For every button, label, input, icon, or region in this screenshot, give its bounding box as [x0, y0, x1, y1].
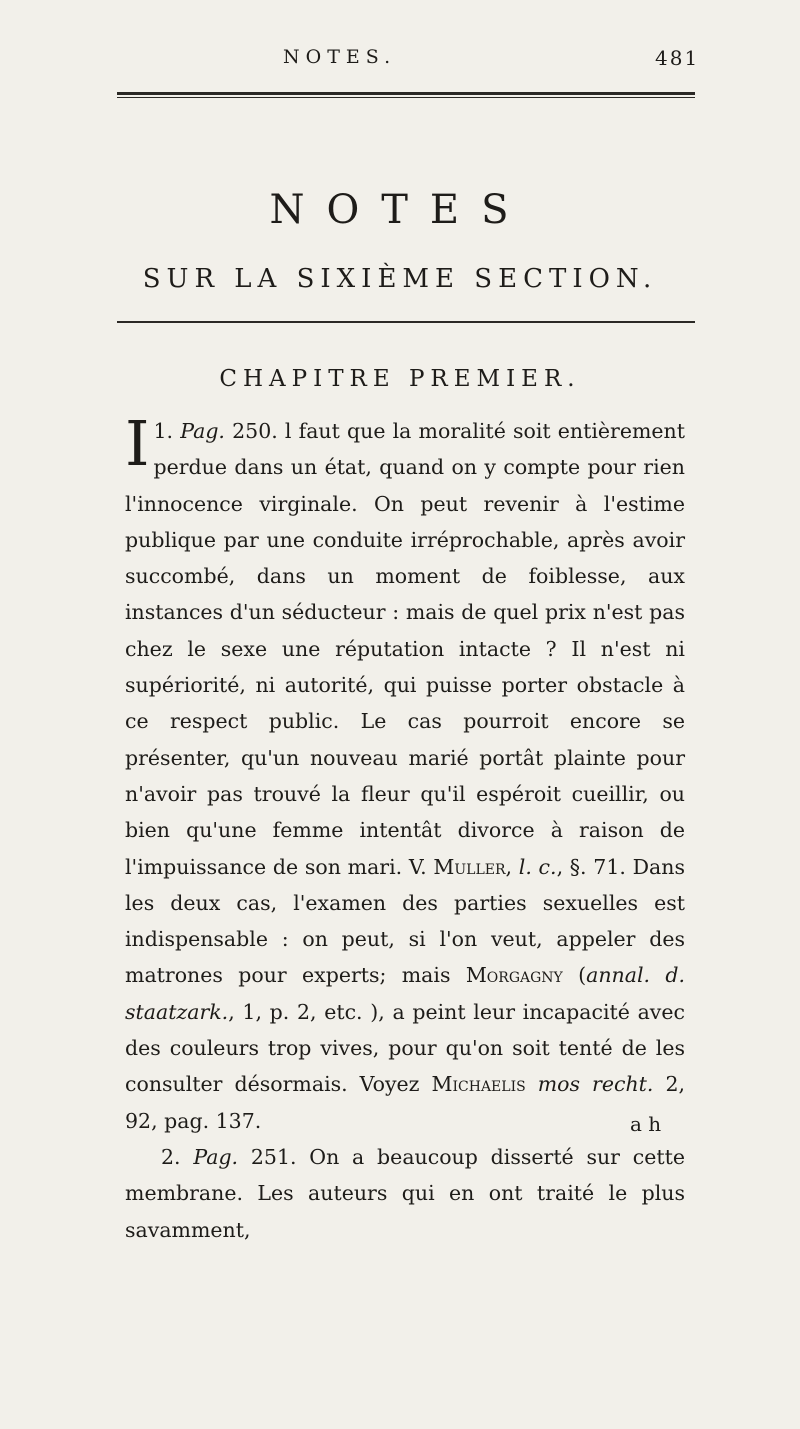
page-number: 481 — [655, 46, 700, 70]
note-1: 1. Pag. 250. I l faut que la moralité soit entièrement perdue dans un état, quand on y compte pour rien l'innocence virginale. On peut revenir à l'estime publique par une conduite irréprochable, après avoir succombé, dans un moment de foiblesse, aux instances d'un séducteur : mais de quel prix n'est pas chez le sexe une réputation intacte ? Il n'est ni supériorité, ni autorité, qui puisse porter obstacle à ce respect public. Le cas pourroit encore se présenter, qu'un nouveau marié portât plainte pour n'avoir pas trouvé la fleur qu'il espéroit cueillir, ou bien qu'une femme intentât divorce à raison de l'impuissance de son mari. V. Muller, l. c., §. 71. Dans les deux cas, l'examen des parties sexuelles est indispensable : on peut, si l'on veut, appeler des matrones pour experts; mais Morgagny (annal. d. staatzark., 1, p. 2, etc. ), a peint leur incapacité avec des couleurs trop vives, pour qu'on soit tenté de les consulter désormais. Voyez Michaelis mos recht. 2, 92, pag. 137. — [125, 407, 686, 1133]
top-rule — [117, 92, 695, 95]
top-rule-thin — [117, 97, 695, 98]
note-1-text-a: l faut que la moralité soit entièrement perdue dans un état, quand on y compte pour rien l'innocence virginale. On peut revenir à l'estime publique par une conduite irréprochable, après avoir succombé, dans un moment de foiblesse, aux instances d'un séducteur : mais de quel prix n'est pas chez le sexe une réputation intacte ? Il n'est ni supériorité, ni autorité, qui puisse porter obstacle à ce respect public. Le cas pourroit encore se présenter, qu'un nouveau marié portât plainte pour n'avoir pas trouvé la fleur qu'il espéroit cueillir, ou bien qu'une femme intentât divorce à raison de l'impuissance de son mari. V. — [125, 419, 685, 879]
section-title: NOTES — [269, 187, 531, 233]
note-1-number: 1. — [153, 419, 174, 443]
chapter-heading: CHAPITRE PREMIER. — [219, 366, 581, 392]
running-head — [0, 46, 800, 76]
note-1-pag: Pag. — [180, 419, 225, 443]
ref-annal: annal. d. staatzark. — [125, 963, 686, 1024]
section-subtitle: SUR LA SIXIÈME SECTION. — [142, 264, 658, 294]
note-1-text-d: 2, 92, pag. 137. — [125, 1072, 685, 1133]
note-1-text-b: , §. 71. Dans les deux cas, l'examen des parties sexuelles est indispensable : on peut, si l'on veut, appeler des matrones pour experts; mais — [125, 854, 685, 988]
note-1-text-c: , 1, p. 2, etc. ), a peint leur incapacité avec des couleurs trop vives, pour qu'on soit tenté de les consulter désormais. Voyez — [125, 999, 685, 1097]
catchword: a h — [630, 1112, 662, 1136]
note-2-number: 2. — [161, 1144, 181, 1169]
author-morgagny: Morgagny — [465, 963, 563, 988]
author-muller: Muller — [433, 854, 506, 879]
note-2-pag: Pag. — [193, 1144, 239, 1169]
body-text — [125, 407, 686, 1248]
note-2 — [125, 1139, 685, 1248]
note-1-page: 250. — [232, 419, 278, 443]
ref-lc: l. c. — [518, 854, 557, 879]
note-2-text: 251. On a beaucoup disserté sur cette membrane. Les auteurs qui en ont traité le plus savamment, — [125, 1144, 685, 1242]
drop-cap: I — [125, 407, 150, 480]
author-michaelis: Michaelis — [431, 1072, 526, 1097]
ref-open: ( — [562, 963, 587, 988]
middle-rule — [117, 321, 695, 323]
running-head-title: NOTES. — [283, 46, 397, 68]
ref-mos-recht: mos recht. — [537, 1072, 654, 1097]
